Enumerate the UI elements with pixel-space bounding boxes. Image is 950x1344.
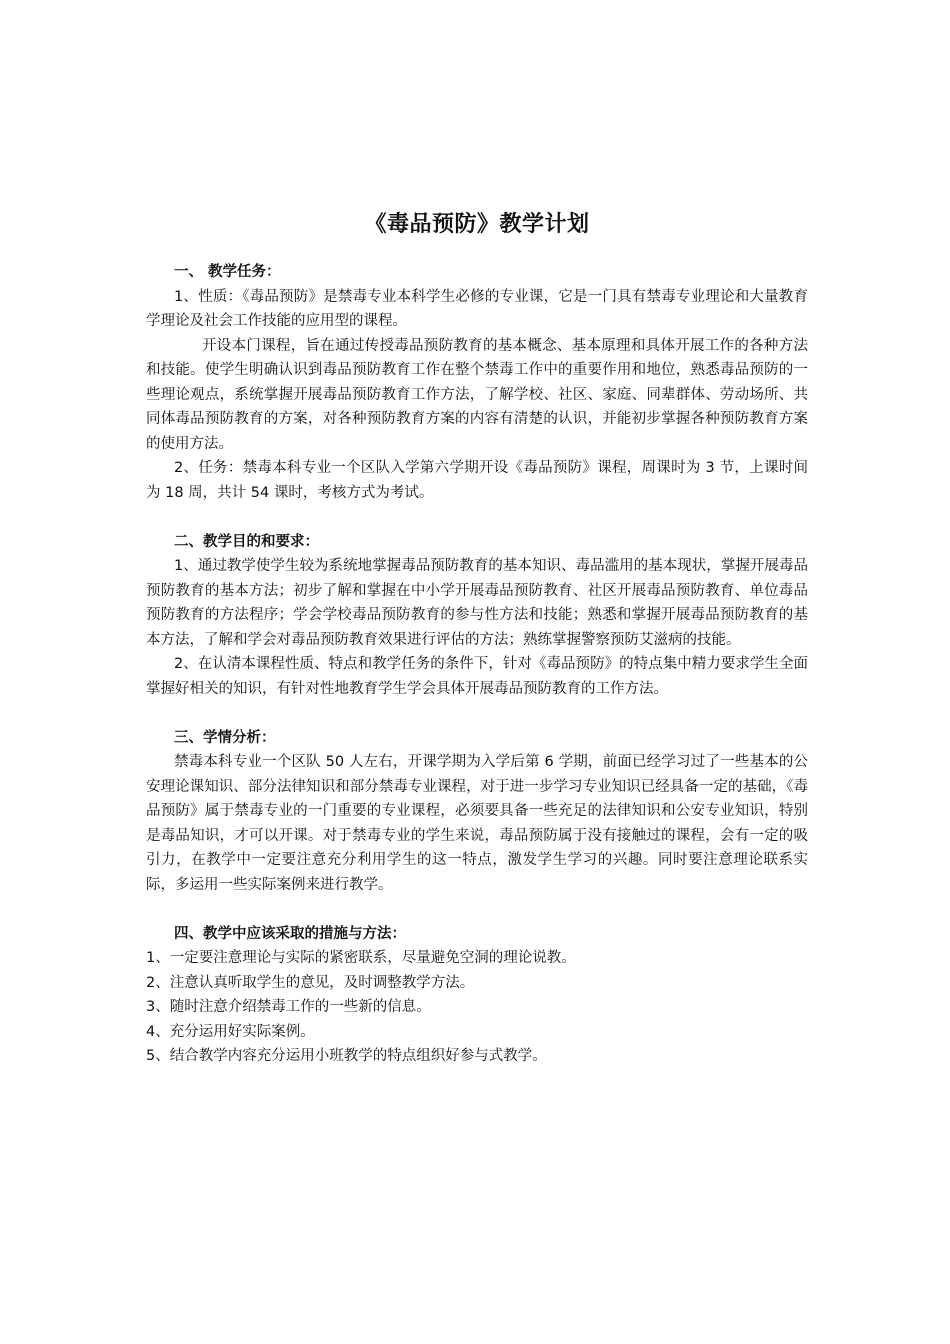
section-heading: 三、学情分析： (174, 729, 276, 746)
spacer (146, 505, 808, 530)
spacer (146, 897, 808, 922)
section-student-analysis (146, 726, 808, 898)
list-item: 5、结合教学内容充分运用小班教学的特点组织好参与式教学。 (146, 1048, 547, 1064)
paragraph: 1、通过教学使学生较为系统地掌握毒品预防教育的基本知识、毒品滥用的基本现状，掌握开展毒品预防教育的基本方法；初步了解和掌握在中小学开展毒品预防教育、社区开展毒品预防教育、单位毒品预防教育的方法程序；学会学校毒品预防教育的参与性方法和技能；熟悉和掌握开展毒品预防教育的基本方法，了解和学会对毒品预防教育效果进行评估的方法；熟练掌握警察预防艾滋病的技能。 (146, 558, 808, 648)
paragraph: 开设本门课程，旨在通过传授毒品预防教育的基本概念、基本原理和具体开展工作的各种方法和技能。使学生明确认识到毒品预防教育工作在整个禁毒工作中的重要作用和地位，熟悉毒品预防的一些理论观点，系统掌握开展毒品预防教育工作方法，了解学校、社区、家庭、同辈群体、劳动场所、共同体毒品预防教育的方案，对各种预防教育方案的内容有清楚的认识，并能初步掌握各种预防教育方案的使用方法。 (146, 337, 808, 452)
section-teaching-tasks (146, 260, 808, 505)
list-item: 1、一定要注意理论与实际的紧密联系，尽量避免空洞的理论说教。 (146, 950, 576, 966)
section-heading: 四、教学中应该采取的措施与方法： (174, 925, 406, 942)
paragraph: 禁毒本科专业一个区队 50 人左右，开课学期为入学后第 6 学期，前面已经学习过了一些基本的公安理论课知识、部分法律知识和部分禁毒专业课程，对于进一步学习专业知识已经具备一定的基础，《毒品预防》属于禁毒专业的一门重要的专业课程，必须要具备一些充足的法律知识和公安专业知识，特别是毒品知识，才可以开课。对于禁毒专业的学生来说，毒品预防属于没有接触过的课程，会有一定的吸引力，在教学中一定要注意充分利用学生的这一特点，激发学生学习的兴趣。同时要注意理论联系实际，多运用一些实际案例来进行教学。 (146, 754, 808, 893)
paragraph: 2、任务：禁毒本科专业一个区队入学第六学期开设《毒品预防》课程，周课时为 3 节，上课时间为 18 周，共计 54 课时，考核方式为考试。 (146, 460, 808, 501)
paragraph: 1、性质：《毒品预防》是禁毒专业本科学生必修的专业课，它是一门具有禁毒专业理论和大量教育学理论及社会工作技能的应用型的课程。 (146, 288, 808, 329)
section-heading: 一、 教学任务： (174, 264, 281, 280)
section-heading: 二、教学目的和要求： (174, 533, 319, 550)
document-page (146, 210, 808, 1069)
spacer (146, 701, 808, 726)
section-goals-requirements (146, 530, 808, 702)
list-item: 2、注意认真听取学生的意见，及时调整教学方法。 (146, 974, 475, 991)
list-item: 4、充分运用好实际案例。 (146, 1023, 315, 1040)
list-item: 3、随时注意介绍禁毒工作的一些新的信息。 (146, 999, 431, 1015)
measures-list (146, 946, 808, 1069)
paragraph: 2、在认清本课程性质、特点和教学任务的条件下，针对《毒品预防》的特点集中精力要求学生全面掌握好相关的知识，有针对性地教育学生学会具体开展毒品预防教育的工作方法。 (146, 656, 808, 697)
document-title: 《毒品预防》教学计划 (364, 212, 590, 237)
section-measures-methods (146, 922, 808, 1069)
